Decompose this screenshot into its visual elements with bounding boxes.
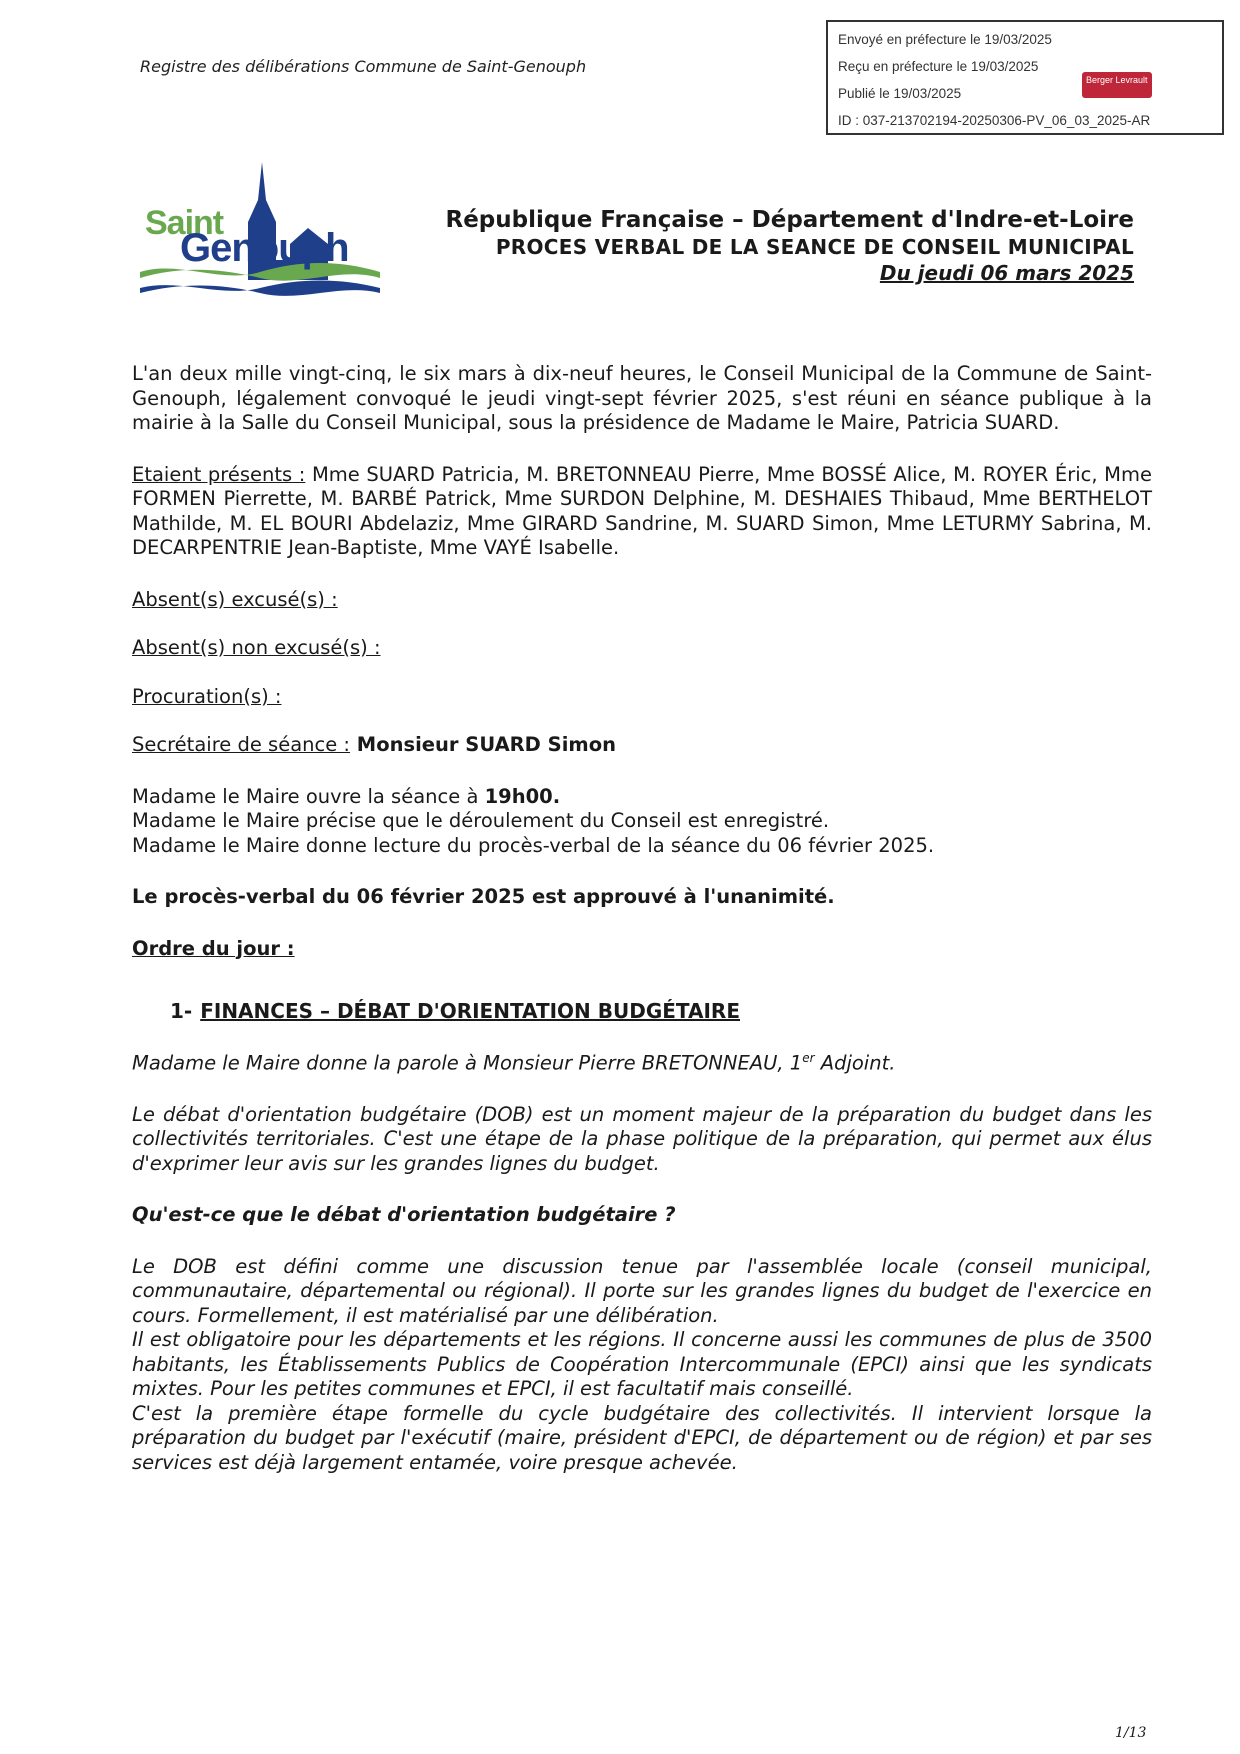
republic-department-title: République Française – Département d'Indre-et-Loire	[445, 207, 1134, 233]
opening-line-1: Madame le Maire ouvre la séance à	[132, 784, 485, 808]
present-list: Mme SUARD Patricia, M. BRETONNEAU Pierre, Mme BOSSÉ Alice, M. ROYER Éric, Mme FORMEN Pierrette, M. BARBÉ Patrick, Mme SURDON Delphine, M. DESHAIES Thibaud, Mme BERTHELOT Mathilde, M. EL BOURI Abdelaziz, Mme GIRARD Sandrine, M. SUARD Simon, Mme LETURMY Sabrina, M. DECARPENTRIE Jean-Baptiste, Mme VAYÉ Isabelle.	[132, 462, 1152, 559]
dob-paragraph-3: Il est obligatoire pour les départements et les régions. Il concerne aussi les communes de plus de 3500 habitants, les Établissements Publics de Coopération Intercommunale (EPCI) ainsi que les syndicats mixtes. Pour les petites communes et EPCI, il est facultatif mais conseillé.	[132, 1328, 1152, 1400]
floor-given-line	[132, 1046, 1152, 1076]
registry-header: Registre des délibérations Commune de Saint-Genouph	[140, 57, 587, 76]
dob-paragraph-1: Le débat d'orientation budgétaire (DOB) est un moment majeur de la préparation du budget dans les collectivités territoriales. C'est une étape de la phase politique de la préparation, qui permet aux élus d'exprimer leur avis sur les grandes lignes du budget.	[132, 1102, 1152, 1175]
proxy-label: Procuration(s) :	[132, 684, 282, 708]
floor-given-role: Adjoint.	[814, 1051, 896, 1074]
meeting-date: Du jeudi 06 mars 2025	[879, 261, 1134, 285]
approval-statement: Le procès-verbal du 06 février 2025 est approuvé à l'unanimité.	[132, 885, 835, 908]
dob-paragraph-2: Le DOB est défini comme une discussion tenue par l'assemblée locale (conseil municipal, communautaire, départemental ou régional). Il porte sur les grandes lignes du budget de l'exercice en cours. Formellement, il est matérialisé par une délibération.	[132, 1254, 1152, 1327]
opening-time: 19h00.	[484, 784, 561, 808]
stamp-id: ID : 037-213702194-20250306-PV_06_03_2025-AR	[838, 113, 1151, 128]
opening-paragraph	[132, 785, 1152, 859]
section-1-heading: FINANCES – DÉBAT D'ORIENTATION BUDGÉTAIRE	[200, 999, 740, 1023]
attendees-paragraph	[132, 463, 1152, 561]
page-number: 1/13	[1115, 1725, 1147, 1741]
logo-word-saint: Saint	[145, 204, 224, 242]
minutes-title: PROCES VERBAL DE LA SEANCE DE CONSEIL MUNICIPAL	[495, 235, 1134, 259]
excused-label: Absent(s) excusé(s) :	[132, 587, 338, 611]
logo-word-genouph: Genouph	[180, 226, 349, 270]
opening-line-3: Madame le Maire donne lecture du procès-verbal de la séance du 06 février 2025.	[132, 833, 935, 857]
section-1-title	[170, 999, 1152, 1024]
prefecture-stamp	[826, 20, 1224, 135]
unexcused-label: Absent(s) non excusé(s) :	[132, 636, 381, 659]
stamp-published-date: Publié le 19/03/2025	[838, 86, 962, 101]
secretary-label: Secrétaire de séance :	[132, 733, 351, 756]
stamp-received-date: Reçu en préfecture le 19/03/2025	[838, 59, 1039, 74]
dob-paragraph-4: C'est la première étape formelle du cycle budgétaire des collectivités. Il intervient lorsque la préparation du budget par l'exécutif (maire, président d'EPCI, de département ou de région) et par ses services est déjà largement entamée, voire presque achevée.	[132, 1401, 1152, 1474]
berger-levrault-logo: Berger Levrault	[1082, 72, 1152, 98]
document-body	[132, 362, 1152, 1475]
stamp-sent-date: Envoyé en préfecture le 19/03/2025	[838, 32, 1052, 47]
secretary-line	[132, 733, 1152, 758]
secretary-name: Monsieur SUARD Simon	[350, 733, 616, 756]
present-label: Etaient présents :	[132, 462, 306, 486]
floor-given-text: Madame le Maire donne la parole à Monsieur Pierre BRETONNEAU, 1	[132, 1051, 803, 1074]
section-1-number: 1-	[170, 999, 193, 1023]
intro-paragraph: L'an deux mille vingt-cinq, le six mars à dix-neuf heures, le Conseil Municipal de la Commune de Saint-Genouph, légalement convoqué le jeudi vingt-sept février 2025, s'est réuni en séance publique à la mairie à la Salle du Conseil Municipal, sous la présidence de Madame le Maire, Patricia SUARD.	[132, 362, 1152, 434]
saint-genouph-logo	[140, 160, 380, 300]
dob-question-heading: Qu'est-ce que le débat d'orientation budgétaire ?	[132, 1203, 676, 1226]
agenda-label: Ordre du jour :	[132, 936, 295, 960]
document-title-block	[445, 206, 1134, 287]
floor-given-sup: er	[802, 1050, 815, 1065]
opening-line-2: Madame le Maire précise que le déroulement du Conseil est enregistré.	[132, 809, 830, 832]
dob-definition-block	[132, 1255, 1152, 1476]
